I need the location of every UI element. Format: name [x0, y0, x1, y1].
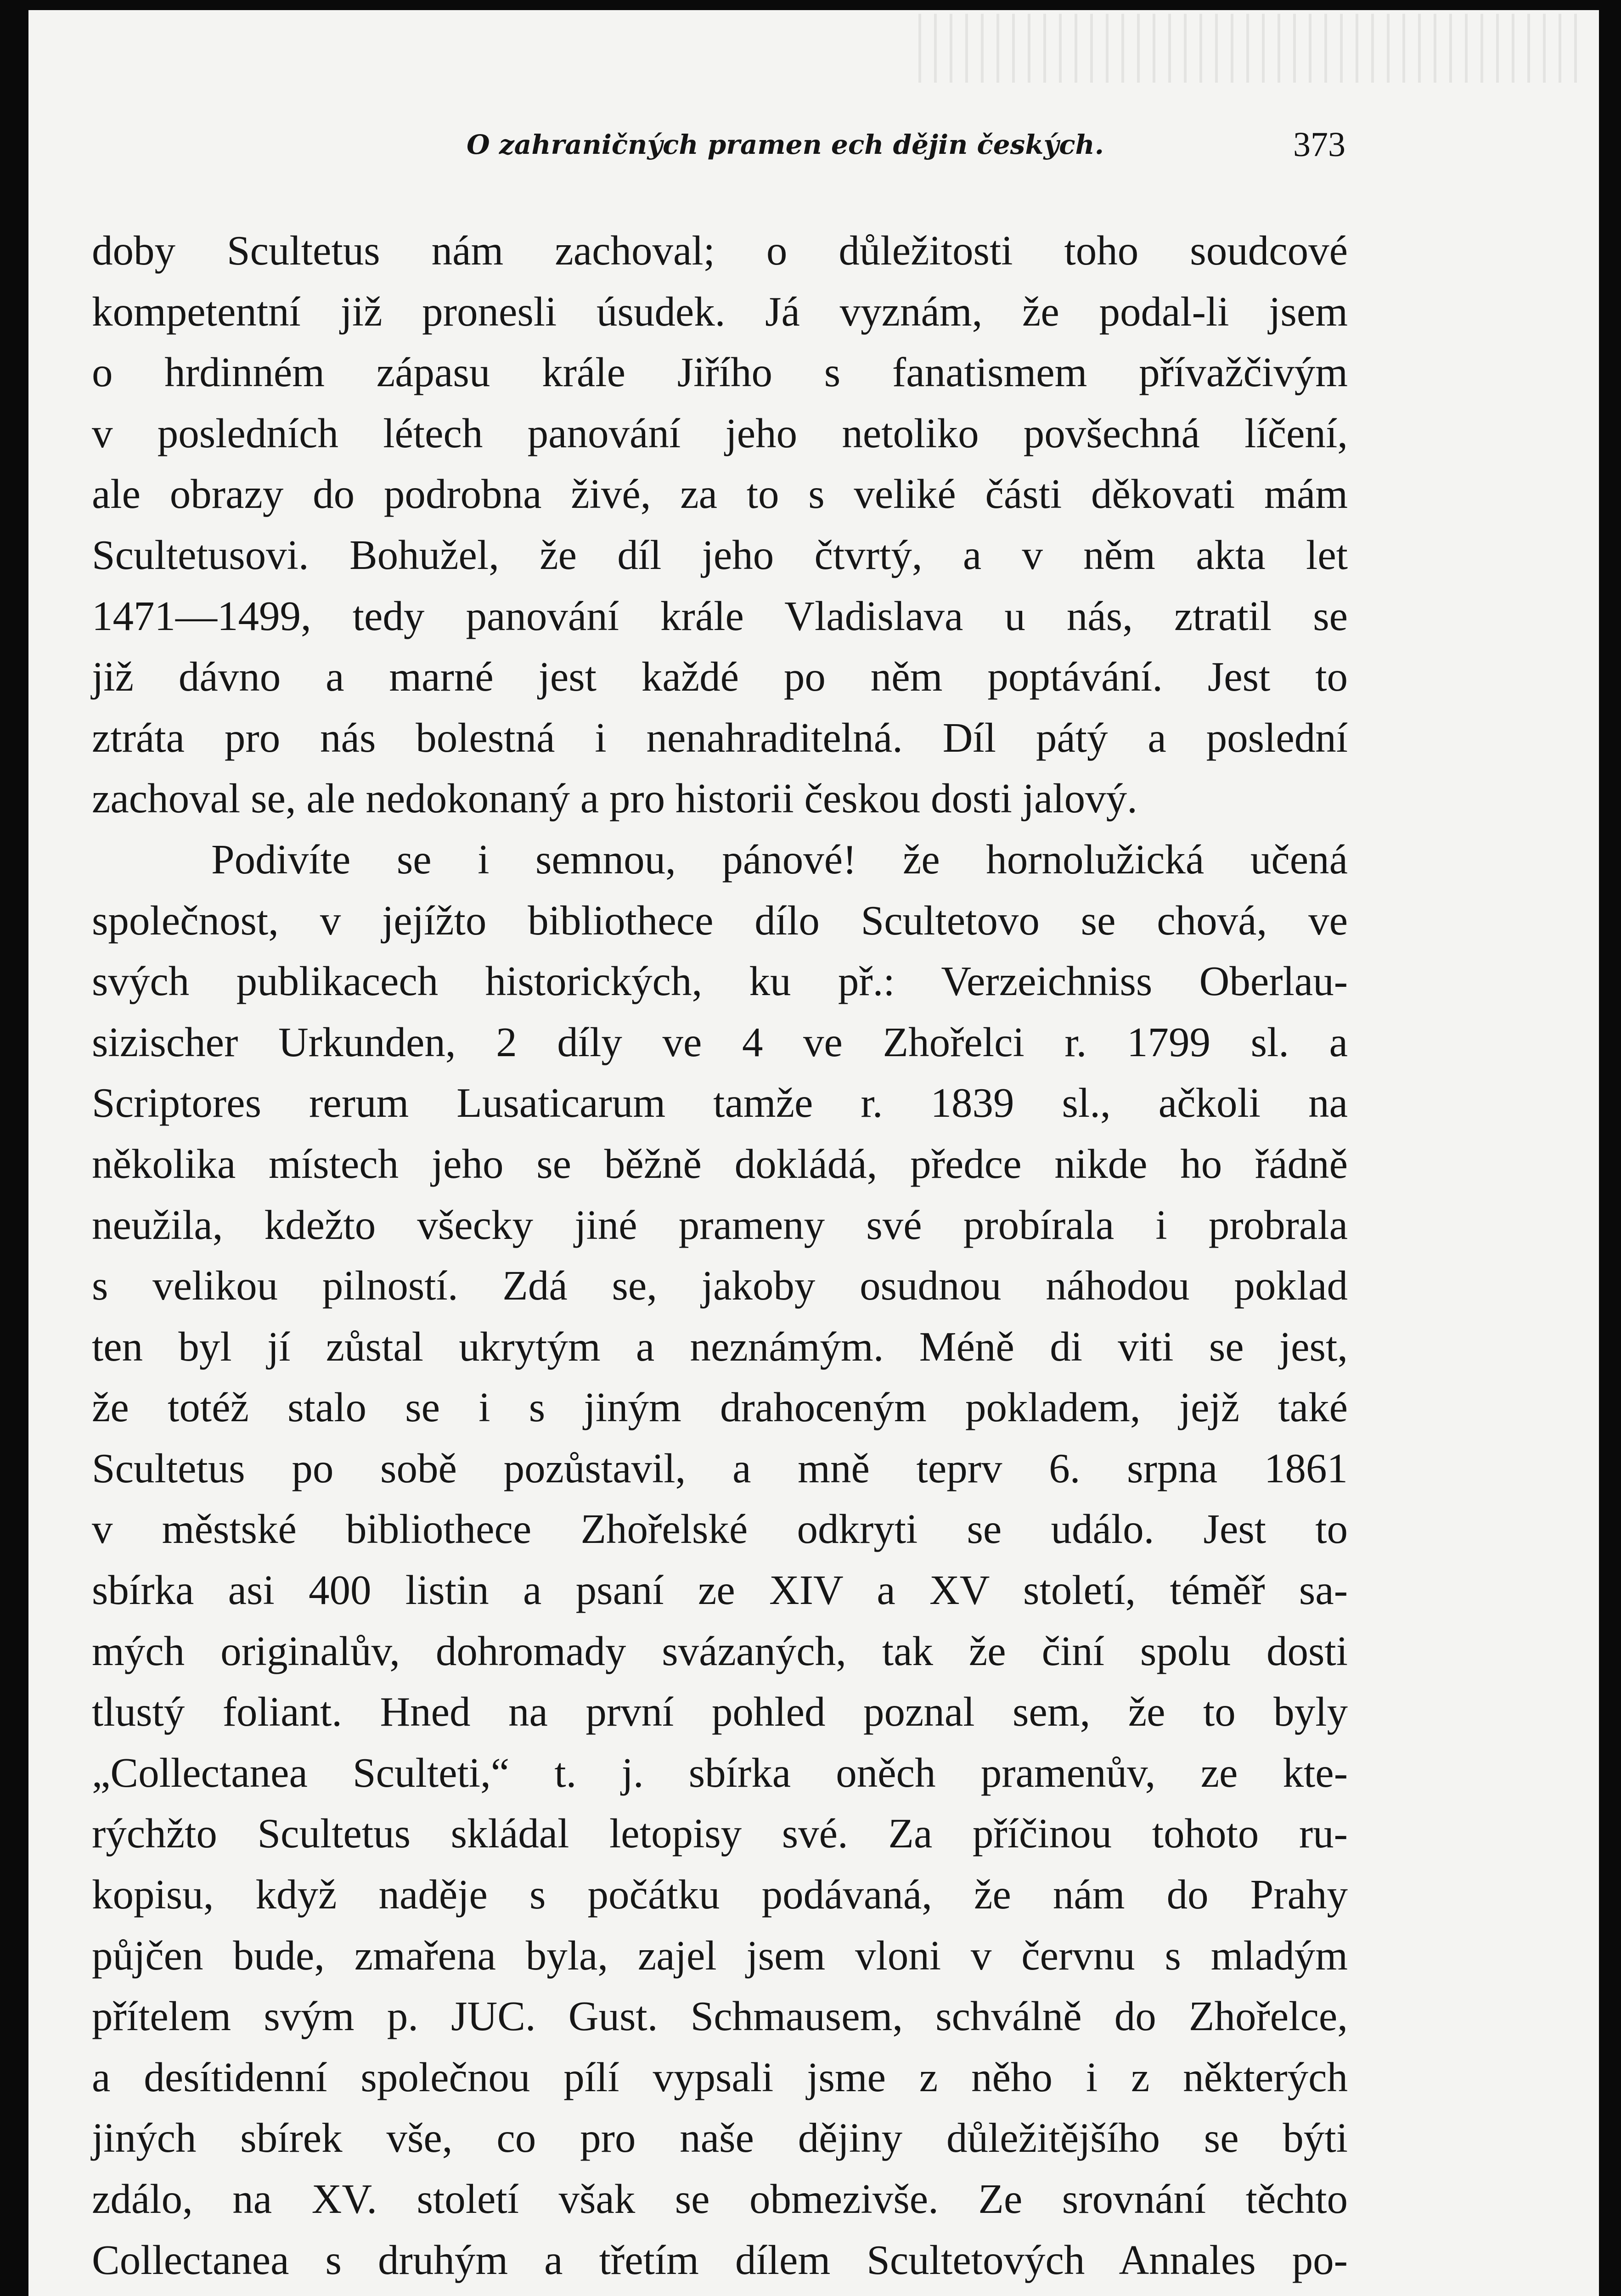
text-line: neužila, kdežto všecky jiné prameny své probírala i probrala	[92, 1201, 1348, 1248]
body-text	[92, 220, 1348, 2296]
text-line: ztráta pro nás bolestná i nenahraditelná. Díl pátý a poslední	[92, 714, 1348, 761]
text-line: kompetentní již pronesli úsudek. Já vyznám, že podal-li jsem	[92, 288, 1348, 335]
bleed-through-texture	[918, 14, 1584, 83]
text-line: v posledních létech panování jeho netoliko povšechná líčení,	[92, 410, 1348, 456]
text-line: o hrdinném zápasu krále Jiřího s fanatismem přívažčivým	[92, 349, 1348, 396]
text-line: již dávno a marné jest každé po něm poptávání. Jest to	[92, 653, 1348, 700]
text-line-paragraph-start: Podivíte se i semnou, pánové! že hornolužická učená	[211, 836, 1348, 883]
scan-border-left	[0, 0, 28, 2296]
text-line: a desítidenní společnou pílí vypsali jsme z něho i z některých	[92, 2054, 1348, 2100]
text-line: kopisu, když naděje s počátku podávaná, že nám do Prahy	[92, 1871, 1348, 1918]
text-line: půjčen bude, zmařena byla, zajel jsem vloni v červnu s mladým	[92, 1932, 1348, 1979]
page-number: 373	[1293, 125, 1345, 164]
text-line: Scultetusovi. Bohužel, že díl jeho čtvrtý, a v něm akta let	[92, 531, 1348, 578]
text-line: sbírka asi 400 listin a psaní ze XIV a XV století, téměř sa-	[92, 1567, 1348, 1614]
text-line: sizischer Urkunden, 2 díly ve 4 ve Zhořelci r. 1799 sl. a	[92, 1019, 1348, 1065]
text-line: zdálo, na XV. století však se obmezivše. Ze srovnání těchto	[92, 2176, 1348, 2222]
text-line: Scriptores rerum Lusaticarum tamže r. 1839 sl., ačkoli na	[92, 1080, 1348, 1126]
text-line: tlustý foliant. Hned na první pohled poznal sem, že to byly	[92, 1688, 1348, 1735]
text-line: že totéž stalo se i s jiným drahoceným pokladem, jejž také	[92, 1384, 1348, 1431]
text-line: Scultetus po sobě pozůstavil, a mně teprv 6. srpna 1861	[92, 1445, 1348, 1491]
text-line: svých publikacech historických, ku př.: Verzeichniss Oberlau-	[92, 958, 1348, 1005]
text-line	[92, 2290, 1348, 2296]
text-line: mých originalův, dohromady svázaných, tak že činí spolu dosti	[92, 1627, 1348, 1674]
text-line: společnost, v jejížto bibliothece dílo Scultetovo se chová, ve	[92, 897, 1348, 944]
text-line: „Collectanea Sculteti,“ t. j. sbírka oněch pramenův, ze kte-	[92, 1749, 1348, 1796]
text-line: ale obrazy do podrobna živé, za to s veliké části děkovati mám	[92, 471, 1348, 518]
text-line: přítelem svým p. JUC. Gust. Schmausem, schválně do Zhořelce,	[92, 1993, 1348, 2040]
text-line: 1471—1499, tedy panování krále Vladislava u nás, ztratil se	[92, 592, 1348, 639]
scan-border-top	[0, 0, 1621, 10]
text-line: rýchžto Scultetus skládal letopisy své. Za příčinou tohoto ru-	[92, 1810, 1348, 1857]
text-line: ten byl jí zůstal ukrytým a neznámým. Méně di viti se jest,	[92, 1323, 1348, 1370]
text-line: Collectanea s druhým a třetím dílem Scultetových Annales po-	[92, 2236, 1348, 2283]
text-line: jiných sbírek vše, co pro naše dějiny důležitějšího se býti	[92, 2115, 1348, 2161]
text-line: v městské bibliothece Zhořelské odkryti se událo. Jest to	[92, 1506, 1348, 1553]
text-line: několika místech jeho se běžně dokládá, předce nikde ho řádně	[92, 1140, 1348, 1187]
text-line: s velikou pilností. Zdá se, jakoby osudnou náhodou poklad	[92, 1262, 1348, 1309]
text-line: doby Scultetus nám zachoval; o důležitosti toho soudcové	[92, 227, 1348, 274]
running-head	[96, 124, 1345, 165]
running-title: O zahraničných pramen ech dějin českých.	[467, 129, 1104, 160]
text-line-paragraph-end: zachoval se, ale nedokonaný a pro historii českou dosti jalový.	[92, 775, 1137, 822]
scan-border-right	[1599, 0, 1621, 2296]
